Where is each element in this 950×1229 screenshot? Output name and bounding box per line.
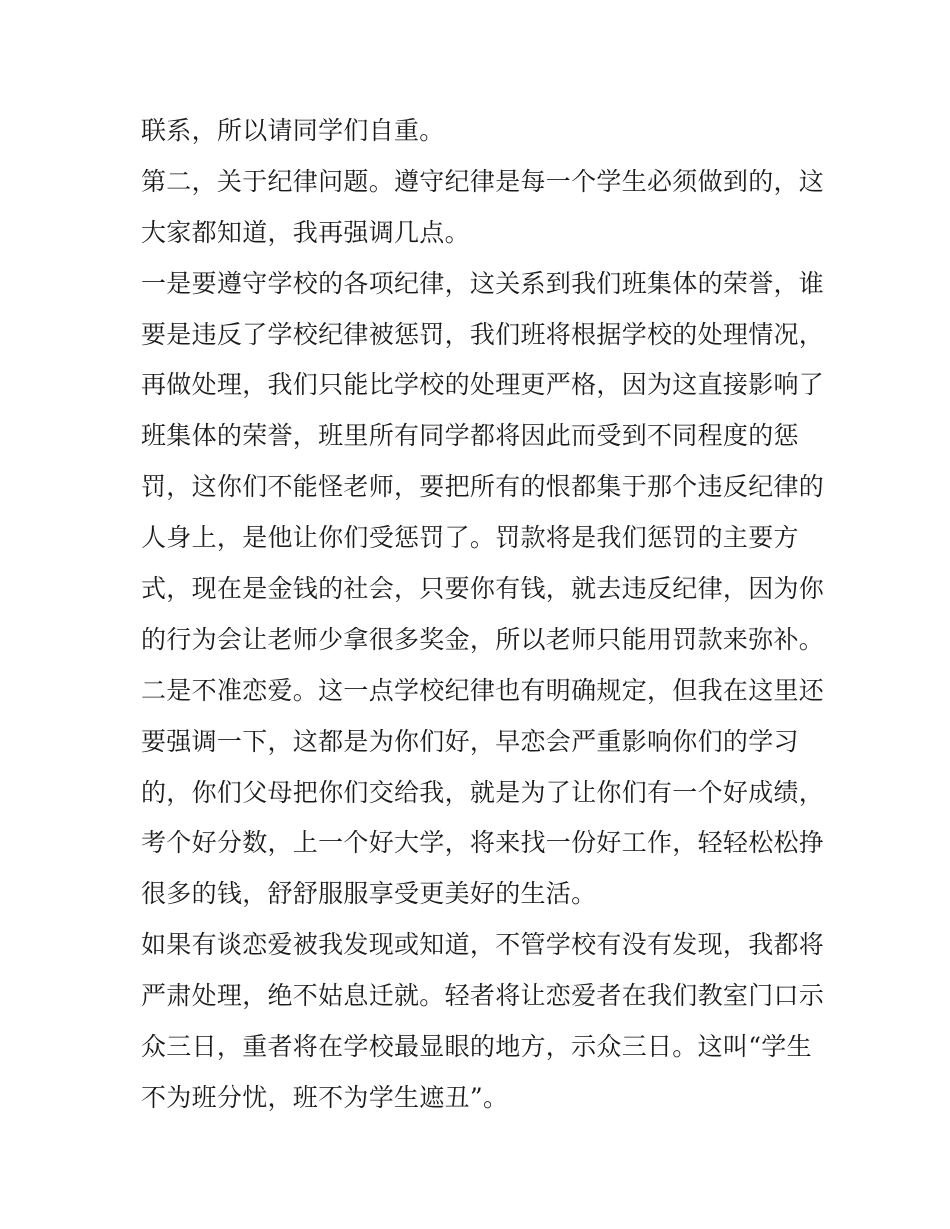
text-line: 的行为会让老师少拿很多奖金，所以老师只能用罚款来弥补。	[141, 624, 825, 654]
text-line: 班集体的荣誉，班里所有同学都将因此而受到不同程度的惩	[141, 421, 799, 451]
text-line: 式，现在是金钱的社会，只要你有钱，就去违反纪律，因为你	[141, 574, 825, 604]
text-line: 联系，所以请同学们自重。	[141, 116, 445, 145]
text-line: 如果有谈恋爱被我发现或知道，不管学校有没有发现，我都将	[141, 930, 825, 960]
text-line: 很多的钱，舒舒服服享受更美好的生活。	[141, 879, 597, 909]
text-line: 罚，这你们不能怪老师，要把所有的恨都集于那个违反纪律的	[141, 472, 825, 502]
text-line: 一是要遵守学校的各项纪律，这关系到我们班集体的荣誉，谁	[141, 268, 825, 298]
text-line: 大家都知道，我再强调几点。	[141, 217, 470, 247]
text-line: 二是不准恋爱。这一点学校纪律也有明确规定，但我在这里还	[141, 675, 825, 705]
text-line: 再做处理，我们只能比学校的处理更严格，因为这直接影响了	[141, 370, 825, 400]
text-line: 要是违反了学校纪律被惩罚，我们班将根据学校的处理情况，	[141, 319, 825, 349]
text-line: 考个好分数，上一个好大学，将来找一份好工作，轻轻松松挣	[141, 828, 825, 858]
text-line: 要强调一下，这都是为你们好，早恋会严重影响你们的学习	[141, 726, 799, 756]
text-line: 众三日，重者将在学校最显眼的地方，示众三日。这叫“学生	[141, 1032, 812, 1062]
text-line: 人身上，是他让你们受惩罚了。罚款将是我们惩罚的主要方	[141, 523, 799, 553]
text-line: 严肃处理，绝不姑息迁就。轻者将让恋爱者在我们教室门口示	[141, 981, 825, 1011]
text-line: 第二，关于纪律问题。遵守纪律是每一个学生必须做到的，这	[141, 166, 825, 196]
document-body	[141, 106, 825, 1124]
text-line: 的，你们父母把你们交给我，就是为了让你们有一个好成绩，	[141, 777, 825, 807]
text-line: 不为班分忧，班不为学生遮丑”。	[141, 1082, 509, 1112]
